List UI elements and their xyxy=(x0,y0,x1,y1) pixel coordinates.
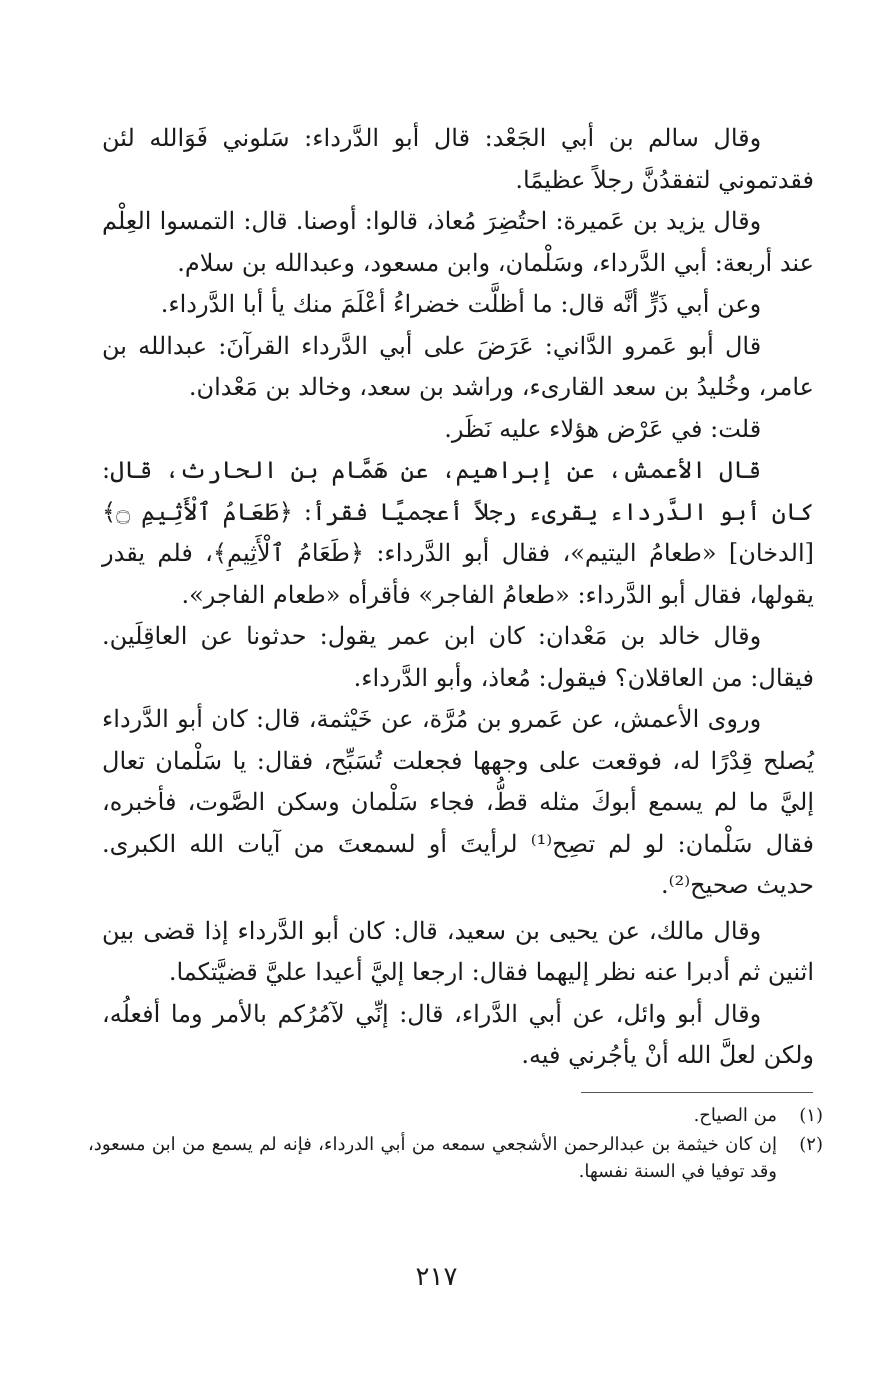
footnote-1 xyxy=(88,1102,823,1129)
main-text xyxy=(102,118,814,1077)
footnote-number: (١) xyxy=(799,1105,823,1126)
paragraph-amash-khaythama: وروى الأعمش، عن عَمرو بن مُرَّة، عن خَيْثمة، قال: كان أبو الدَّرداء يُصلح قِدْرًا له، فوقعت على وجهها فجعلت تُسَبِّح، فقال: يا سَلْمان تعال إليَّ ما لم يسمع أبوكَ مثله قطُّ، فجاء سَلْمان وسكن الصَّوت، فأخبره، فقال سَلْمان: لو لم تصِح⁽¹⁾ لرأيتَ أو لسمعتَ من آيات الله الكبرى. حديث صحيح⁽²⁾. xyxy=(102,705,814,899)
footnote-text: إن كان خيثمة بن عبدالرحمن الأشجعي سمعه من أبي الدرداء، فإنه لم يسمع من ابن مسعود، وقد توفيا في السنة نفسها. xyxy=(88,1134,777,1182)
footnote-2 xyxy=(88,1131,823,1185)
paragraph-salim: وقال سالم بن أبي الجَعْد: قال أبو الدَّرداء: سَلوني فَوَالله لئن فقدتموني لتفقدُنَّ رجلاً عظيمًا. xyxy=(102,124,814,194)
footnote-number: (٢) xyxy=(799,1134,823,1155)
paragraph-abu-wail: وقال أبو وائل، عن أبي الدَّراء، قال: إنِّي لآمُرُكم بالأمر وما أفعلُه، ولكن لعلَّ الله أنْ يأجُرني فيه. xyxy=(102,999,814,1069)
paragraph-qultu: قلت: في عَرْض هؤلاء عليه نَظَر. xyxy=(444,414,762,443)
paragraph-abu-dharr: وعن أبي ذَرٍّ أنَّه قال: ما أظلَّت خضراءُ أعْلَمَ منك يأ أبا الدَّرداء. xyxy=(160,290,762,318)
paragraph-abu-amr: قال أبو عَمرو الدَّاني: عَرَضَ على أبي الدَّرداء القرآنَ: عبدالله بن عامر، وخُليدُ بن سعد القارىء، وراشد بن سعد، وخالد بن مَعْدان. xyxy=(102,331,814,401)
footnotes xyxy=(88,1102,823,1187)
page-number: ٢١٧ xyxy=(415,1262,458,1292)
footnote-text: من الصياح. xyxy=(693,1105,777,1126)
paragraph-malik: وقال مالك، عن يحيى بن سعيد، قال: كان أبو الدَّرداء إذا قضى بين اثنين ثم أدبرا عنه نظر إليهما فقال: ارجعا إليَّ أعيدا عليَّ قضيَّتكما. xyxy=(102,916,814,986)
paragraph-khalid: وقال خالد بن مَعْدان: كان ابن عمر يقول: حدثونا عن العاقِلَين. فيقال: من العاقلان؟ فيقول: مُعاذ، وأبو الدَّرداء. xyxy=(102,622,814,692)
paragraph-yazid: وقال يزيد بن عَميرة: احتُضِرَ مُعاذ، قالوا: أوصنا. قال: التمسوا العِلْم عند أربعة: أبي الدَّرداء، وسَلْمان، وابن مسعود، وعبدالله بن سلام. xyxy=(102,207,814,277)
paragraph-amash-hammam: قال الأعمش، عن إبراهيم، عن هَمَّام بن الحارث، قال: كان أبو الدَّرداء يقرىء رجلاً أعجميًا فقرأ: ﴿طَعَامُ ٱلْأَثِيمِ ۝﴾ [الدخان] «طعامُ اليتيم»، فقال أبو الدَّرداء: ﴿طَعَامُ ٱلْأَثِيمِ﴾، فلم يقدر يقولها، فقال أبو الدَّرداء: «طعامُ الفاجر» فأقرأه «طعام الفاجر». xyxy=(102,456,814,609)
footnote-separator xyxy=(581,1092,813,1093)
